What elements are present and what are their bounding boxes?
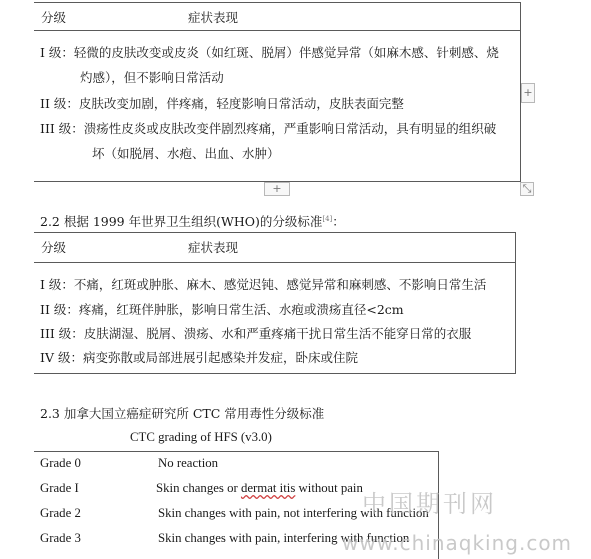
ctc-row-3-grade: Grade 2 (40, 506, 81, 520)
ctc-row-4-desc: Skin changes with pain, interfering with function (158, 531, 410, 545)
table-2-row-2: II 级：疼痛，红斑伴肿胀，影响日常生活、水疱或溃疡直径<2cm (40, 302, 404, 317)
add-column-button[interactable]: + (521, 83, 535, 103)
section-2-2-title: 2.2 根据 1999 年世界卫生组织(WHO)的分级标准 (40, 214, 323, 229)
table-2-row-1: I 级：不痛，红斑或肿胀、麻木、感觉迟钝、感觉异常和麻刺感、不影响日常生活 (40, 277, 487, 292)
ctc-table-title: CTC grading of HFS (v3.0) (130, 430, 272, 444)
ctc-row-1-desc: No reaction (158, 456, 219, 470)
ctc-row-4-grade: Grade 3 (40, 531, 81, 545)
watermark-cn: 中国期刊网 (362, 490, 497, 518)
table-2-header-symptoms: 症状表现 (188, 240, 239, 255)
add-row-button[interactable]: + (264, 182, 290, 196)
ctc-row-2-desc (156, 481, 363, 496)
citation-superscript: [4] (322, 214, 333, 223)
ctc-row-2-desc-c: without pain (295, 481, 363, 495)
section-2-2-colon: ： (332, 214, 345, 229)
table-1-header-symptoms: 症状表现 (188, 10, 239, 25)
section-2-3-heading: 2.3 加拿大国立癌症研究所 CTC 常用毒性分级标准 (40, 406, 325, 421)
section-2-2-heading (40, 212, 345, 230)
ctc-row-2-desc-a: Skin changes or (156, 481, 241, 495)
ctc-row-2-grade: Grade I (40, 481, 79, 495)
table-1-header-grade: 分级 (41, 10, 67, 25)
ctc-row-3-desc: Skin changes with pain, not interfering with function (158, 506, 429, 520)
watermark-url: www.chinaqking.com (342, 531, 573, 555)
spellcheck-underline-word[interactable]: dermat itis (240, 481, 296, 495)
table-1-row-3-line-1: III 级：溃疡性皮炎或皮肤改变伴剧烈疼痛，严重影响日常活动，具有明显的组织破 (40, 121, 497, 136)
table-2-row-4: IV 级：病变弥散或局部进展引起感染并发症，卧床或住院 (40, 350, 358, 365)
ctc-row-1-grade: Grade 0 (40, 456, 81, 470)
table-1-row-3-line-2: 坏（如脱屑、水疱、出血、水肿） (92, 146, 280, 161)
table-2-header-grade: 分级 (41, 240, 67, 255)
table-1-row-1-line-1: I 级：轻微的皮肤改变或皮炎（如红斑、脱屑）伴感觉异常（如麻木感、针刺感、烧 (40, 45, 499, 60)
table-2-row-3: III 级：皮肤湖湿、脱屑、溃疡、水和严重疼痛干扰日常生活不能穿日常的衣服 (40, 326, 472, 341)
table-resize-handle[interactable]: ⤡ (520, 182, 534, 196)
table-1-row-2: II 级：皮肤改变加剧，伴疼痛，轻度影响日常活动，皮肤表面完整 (40, 96, 404, 111)
table-1-row-1-line-2: 灼感），但不影响日常活动 (80, 70, 224, 85)
